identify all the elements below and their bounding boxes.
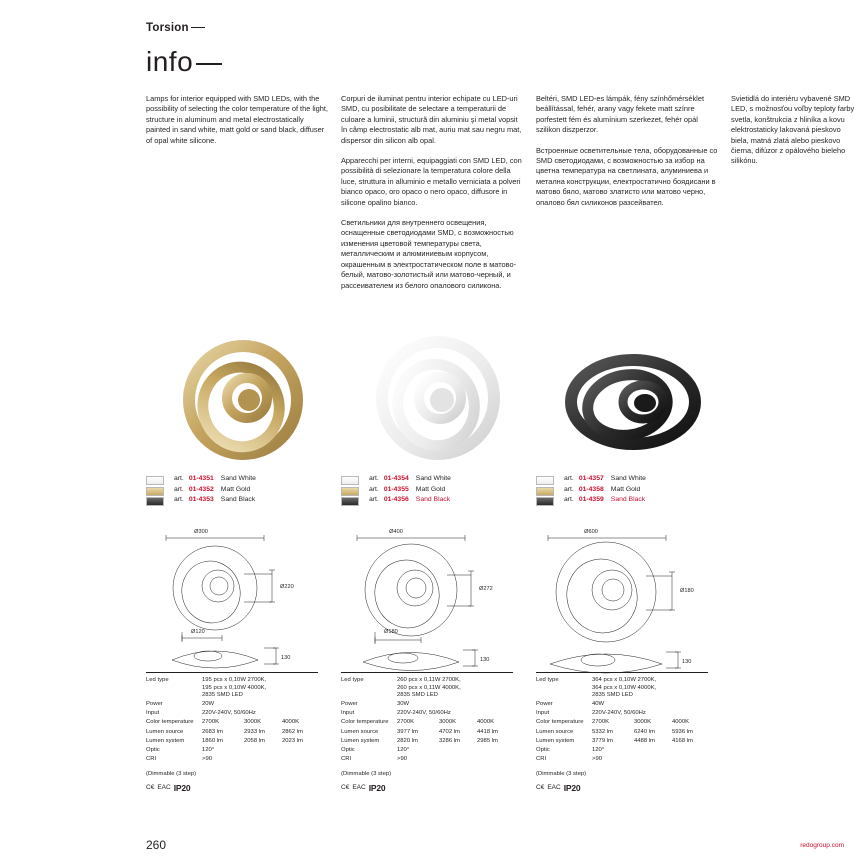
table-row bbox=[536, 701, 708, 710]
spec-value: 2683 lm bbox=[202, 728, 223, 735]
table-row bbox=[146, 719, 318, 728]
swatch-matt-gold bbox=[341, 487, 359, 496]
dimension-inner2: Ø220 bbox=[280, 584, 294, 590]
spec-value: >90 bbox=[397, 755, 407, 762]
art-label: art. bbox=[174, 485, 184, 493]
table-rule bbox=[146, 672, 318, 673]
article-list-1 bbox=[146, 474, 341, 506]
article-list-2 bbox=[341, 474, 536, 506]
ce-mark: C€ bbox=[536, 784, 545, 792]
table-row bbox=[341, 719, 513, 728]
spec-value: >90 bbox=[592, 755, 602, 762]
swatch-matt-gold bbox=[146, 487, 164, 496]
spec-table-2 bbox=[341, 672, 513, 793]
art-label: art. bbox=[564, 475, 574, 482]
spec-value: 2058 lm bbox=[244, 737, 265, 744]
spec-value: 3000K bbox=[439, 719, 457, 726]
table-rule bbox=[341, 672, 513, 673]
spec-value: 5332 lm bbox=[592, 728, 613, 735]
certification-marks bbox=[341, 783, 513, 793]
table-row bbox=[536, 719, 708, 728]
swatch-sand-black bbox=[146, 497, 164, 506]
spec-value: 4168 lm bbox=[672, 737, 693, 744]
finish-swatches bbox=[146, 476, 168, 508]
dimension-height: 130 bbox=[480, 657, 490, 663]
spec-key: CRI bbox=[146, 755, 157, 762]
product-image-black bbox=[536, 330, 731, 470]
spec-value: 220V-240V, 50/60Hz bbox=[592, 710, 646, 717]
spec-value: 3286 lm bbox=[439, 737, 460, 744]
paragraph: Svietidlá do interiéru vybavené SMD LED, s možnosťou voľby teploty farby svetla, konštrukcia z hliníka a kovu elektrostaticky lakovaná pieskovo biela, matná zlatá alebo pieskovo čierna, difúzor z opálového bieleho silikónu. bbox=[731, 94, 855, 166]
spec-key: Color temperature bbox=[341, 719, 389, 726]
table-row bbox=[341, 710, 513, 719]
spec-table-1 bbox=[146, 672, 318, 793]
technical-drawing-1 bbox=[146, 520, 341, 675]
spec-value: 3779 lm bbox=[592, 737, 613, 744]
spec-value: 4000K bbox=[672, 719, 690, 726]
finish-name: Sand White bbox=[220, 475, 256, 482]
led-type-line: 260 pcs x 0,11W 2700K, bbox=[397, 677, 461, 683]
website-url[interactable]: redogroup.com bbox=[800, 842, 844, 849]
table-row bbox=[536, 710, 708, 719]
spec-key: Input bbox=[341, 710, 355, 717]
spec-value: >90 bbox=[202, 755, 212, 762]
certification-marks bbox=[536, 783, 708, 793]
swatch-matt-gold bbox=[536, 487, 554, 496]
spec-value: 4702 lm bbox=[439, 728, 460, 735]
spec-key: Lumen source bbox=[536, 728, 574, 735]
dimension-diameter: Ø400 bbox=[389, 529, 403, 535]
description-column-ro-it-ru bbox=[341, 94, 523, 301]
table-row bbox=[341, 738, 513, 747]
spec-key: Lumen source bbox=[146, 728, 184, 735]
table-row bbox=[536, 677, 708, 701]
table-rule bbox=[536, 672, 708, 673]
spec-value: 4000K bbox=[477, 719, 495, 726]
article-row[interactable] bbox=[369, 485, 536, 496]
spec-value: 120° bbox=[202, 746, 215, 753]
spec-value: 220V-240V, 50/60Hz bbox=[397, 710, 451, 717]
paragraph: Встроенные осветительные тела, оборудованные со SMD светодиодами, с возможностью за избор на цветна температура на светлината, алуминиева и метална конструкции, електростатично бoядисани в матово бяло, матово златисто или матово черно, опалово бял силиконов разсейвател. bbox=[536, 145, 718, 207]
spec-value: 1860 lm bbox=[202, 737, 223, 744]
spec-key: Lumen system bbox=[536, 737, 575, 744]
table-row bbox=[146, 738, 318, 747]
article-code: 01-4357 bbox=[578, 475, 604, 482]
spec-value: 2700K bbox=[397, 719, 415, 726]
description-column-hu-bg bbox=[536, 94, 718, 218]
spec-value bbox=[202, 677, 318, 701]
spec-value: 6240 lm bbox=[634, 728, 655, 735]
spec-key: Lumen system bbox=[146, 737, 185, 744]
spec-key: CRI bbox=[341, 755, 352, 762]
ce-mark: C€ bbox=[146, 784, 155, 792]
article-code: 01-4356 bbox=[383, 496, 409, 503]
article-code: 01-4354 bbox=[383, 475, 409, 482]
spec-value: 3000K bbox=[244, 719, 262, 726]
table-row bbox=[341, 677, 513, 701]
table-row bbox=[341, 756, 513, 765]
spec-value: 2820 lm bbox=[397, 737, 418, 744]
brand-rule bbox=[191, 27, 205, 29]
technical-drawing-3 bbox=[536, 520, 731, 675]
spec-value: 2862 lm bbox=[282, 728, 303, 735]
spec-key: Lumen system bbox=[341, 737, 380, 744]
eac-mark: EAC bbox=[157, 784, 171, 792]
swatch-sand-white bbox=[341, 476, 359, 485]
led-type-line: 364 pcs x 0,10W 4000K, bbox=[592, 684, 657, 691]
eac-mark: EAC bbox=[352, 784, 366, 792]
art-label: art. bbox=[369, 485, 379, 493]
led-type-line: 260 pcs x 0,11W 4000K, bbox=[397, 684, 461, 691]
dimension-inner: Ø120 bbox=[191, 629, 205, 635]
technical-drawing-2 bbox=[341, 520, 536, 675]
art-label: art. bbox=[369, 475, 379, 482]
article-row[interactable] bbox=[174, 495, 341, 506]
led-type-line: 2835 SMD LED bbox=[202, 692, 243, 699]
spec-value: 4000K bbox=[282, 719, 300, 726]
article-code: 01-4352 bbox=[188, 485, 214, 493]
table-row bbox=[341, 747, 513, 756]
paragraph: Светильники для внутреннего освещения, оснащенные светодиодами SMD, с возможностью изменения цветовой температуры света, металлическим и алюминиевым корпусом, окрашенным в электростатическом поле в матово-белый, матово-золотистый или матово-черный, и рассеивателем из белого опалового силикона. bbox=[341, 218, 517, 290]
finish-name: Matt Gold bbox=[220, 485, 251, 493]
finish-name: Matt Gold bbox=[415, 485, 446, 493]
dimension-diameter: Ø600 bbox=[584, 529, 598, 535]
product-image-white bbox=[341, 330, 536, 470]
spec-value: 2700K bbox=[202, 719, 220, 726]
table-row bbox=[146, 747, 318, 756]
finish-name: Sand Black bbox=[220, 496, 256, 503]
dimension-height: 130 bbox=[682, 659, 692, 665]
article-row[interactable] bbox=[564, 495, 731, 506]
article-code: 01-4355 bbox=[383, 485, 409, 493]
spec-key: Optic bbox=[536, 746, 550, 753]
spec-key: Optic bbox=[146, 746, 160, 753]
ip-rating: IP20 bbox=[563, 782, 581, 793]
spec-value: 2023 lm bbox=[282, 737, 303, 744]
paragraph: Corpuri de iluminat pentru interior echipate cu LED-uri SMD, cu posibilitate de selectare a temperaturii de culoare a luminii, structură din aluminiu şi metal vopsit în câmp electrostatic alb mat, auriu mat sau negru mat, dispersor din silicon alb opal. bbox=[341, 94, 522, 145]
article-list-3 bbox=[536, 474, 731, 506]
led-type-line: 364 pcs x 0,10W 2700K, bbox=[592, 677, 657, 683]
paragraph: Apparecchi per interni, equipaggiati con SMD LED, con possibilità di selezionare la temperatura colore della luce, struttura in alluminio e metallo verniciata a polveri bianco opaco, oro opaco o nero opaco, diffusore in silicone opalino bianco. bbox=[341, 156, 522, 207]
table-row bbox=[536, 747, 708, 756]
spec-value: 40W bbox=[592, 701, 605, 708]
dimension-inner: Ø180 bbox=[384, 629, 398, 635]
spec-value: 3977 lm bbox=[397, 728, 418, 735]
article-code: 01-4353 bbox=[188, 496, 214, 503]
article-row[interactable] bbox=[369, 495, 536, 506]
art-label: art. bbox=[369, 496, 379, 503]
article-code: 01-4359 bbox=[578, 496, 604, 503]
finish-swatches bbox=[341, 476, 363, 508]
swatch-sand-white bbox=[146, 476, 164, 485]
spec-value: 4418 lm bbox=[477, 728, 498, 735]
paragraph: Lamps for interior equipped with SMD LEDs, with the possibility of selecting the color temperature of the light, structure in aluminum and metal electrostatically painted in sand white, matt gold or sand black, diffuser of opal white silicone. bbox=[146, 94, 328, 145]
led-type-line: 2835 SMD LED bbox=[592, 692, 633, 699]
spec-key: Lumen source bbox=[341, 728, 379, 735]
table-row bbox=[146, 756, 318, 765]
spec-key: Led type bbox=[341, 677, 364, 683]
spec-value: 2933 lm bbox=[244, 728, 265, 735]
spec-value: 120° bbox=[397, 746, 410, 753]
brand-label: Torsion bbox=[146, 22, 189, 34]
spec-key: Input bbox=[146, 710, 160, 717]
spec-value: 2700K bbox=[592, 719, 610, 726]
spec-key: Color temperature bbox=[536, 719, 584, 726]
swatch-sand-white bbox=[536, 476, 554, 485]
description-column-sk bbox=[731, 94, 855, 177]
led-type-line: 195 pcs x 0,10W 4000K, bbox=[202, 684, 267, 691]
spec-value: 20W bbox=[202, 701, 215, 708]
eac-mark: EAC bbox=[547, 784, 561, 792]
table-row bbox=[536, 729, 708, 738]
dimension-inner2: Ø272 bbox=[479, 586, 493, 592]
certification-marks bbox=[146, 783, 318, 793]
article-row[interactable] bbox=[369, 474, 536, 485]
spec-value bbox=[592, 677, 708, 701]
article-row[interactable] bbox=[174, 485, 341, 496]
page-title bbox=[146, 46, 222, 78]
swatch-sand-black bbox=[536, 497, 554, 506]
finish-name: Sand Black bbox=[610, 496, 646, 503]
table-row bbox=[146, 710, 318, 719]
page-number: 260 bbox=[146, 838, 167, 852]
spec-key: Color temperature bbox=[146, 719, 194, 726]
dimension-inner2: Ø180 bbox=[680, 588, 694, 594]
table-row bbox=[146, 677, 318, 701]
led-type-line: 195 pcs x 0,10W 2700K, bbox=[202, 677, 267, 683]
spec-key: CRI bbox=[536, 755, 547, 762]
art-label: art. bbox=[564, 496, 574, 503]
brand-name bbox=[146, 22, 205, 34]
spec-key: Power bbox=[341, 701, 358, 708]
dimmable-note: (Dimmable (3 step) bbox=[146, 770, 197, 777]
article-row[interactable] bbox=[174, 474, 341, 485]
dimmable-note: (Dimmable (3 step) bbox=[341, 770, 392, 777]
spec-value: 3000K bbox=[634, 719, 652, 726]
spec-value: 5936 lm bbox=[672, 728, 693, 735]
finish-name: Sand White bbox=[415, 475, 451, 482]
article-code: 01-4351 bbox=[188, 475, 214, 482]
spec-key: Led type bbox=[536, 677, 559, 683]
title-rule bbox=[196, 63, 222, 65]
art-label: art. bbox=[174, 496, 184, 503]
spec-key: Power bbox=[146, 701, 163, 708]
paragraph: Beltéri, SMD LED-es lámpák, fény színhőmérséklet beállítással, fehér, arany vagy fekete matt színre porfestett fém és alumínium szerkezet, fehér opál szilikon diszperzor. bbox=[536, 94, 704, 135]
table-row bbox=[536, 738, 708, 747]
spec-key: Optic bbox=[341, 746, 355, 753]
spec-value: 30W bbox=[397, 701, 410, 708]
spec-value: 4488 lm bbox=[634, 737, 655, 744]
dimension-height: 130 bbox=[281, 655, 291, 661]
ip-rating: IP20 bbox=[368, 782, 386, 793]
spec-table-3 bbox=[536, 672, 708, 793]
table-row bbox=[146, 701, 318, 710]
finish-name: Matt Gold bbox=[610, 485, 641, 493]
swatch-sand-black bbox=[341, 497, 359, 506]
article-code: 01-4358 bbox=[578, 485, 604, 493]
page-title-label: info bbox=[146, 46, 194, 77]
table-row bbox=[536, 756, 708, 765]
finish-name: Sand Black bbox=[415, 496, 451, 503]
spec-value: 120° bbox=[592, 746, 605, 753]
finish-swatches bbox=[536, 476, 558, 508]
article-row[interactable] bbox=[564, 485, 731, 496]
spec-value: 220V-240V, 50/60Hz bbox=[202, 710, 256, 717]
table-row bbox=[341, 729, 513, 738]
description-column-en bbox=[146, 94, 328, 156]
article-row[interactable] bbox=[564, 474, 731, 485]
product-image-gold bbox=[146, 330, 341, 470]
finish-name: Sand White bbox=[610, 475, 646, 482]
led-type-line: 2835 SMD LED bbox=[397, 692, 438, 699]
table-row bbox=[341, 701, 513, 710]
dimension-diameter: Ø300 bbox=[194, 529, 208, 535]
spec-value bbox=[397, 677, 513, 701]
dimmable-note: (Dimmable (3 step) bbox=[536, 770, 587, 777]
art-label: art. bbox=[174, 475, 184, 482]
ip-rating: IP20 bbox=[173, 782, 191, 793]
table-row bbox=[146, 729, 318, 738]
spec-key: Led type bbox=[146, 677, 169, 683]
spec-value: 2985 lm bbox=[477, 737, 498, 744]
spec-key: Power bbox=[536, 701, 553, 708]
ce-mark: C€ bbox=[341, 784, 350, 792]
art-label: art. bbox=[564, 485, 574, 493]
spec-key: Input bbox=[536, 710, 550, 717]
